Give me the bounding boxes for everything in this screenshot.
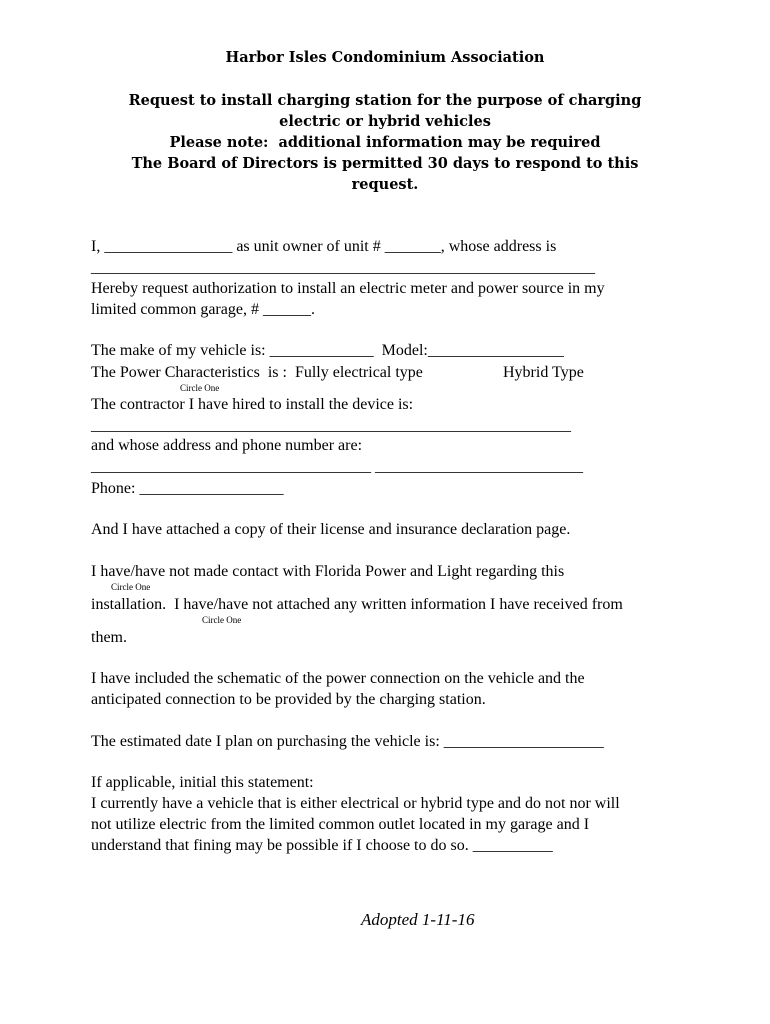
hybrid-type-option: Hybrid Type: [503, 364, 584, 381]
power-characteristics: The Power Characteristics is : Fully electrical type: [91, 364, 423, 381]
attached-line: And I have attached a copy of their license and insurance declaration page.: [91, 521, 571, 538]
address-phone-blank: ___________________________________ __________________________: [91, 458, 583, 475]
circle-one-note-3: Circle One: [202, 615, 242, 625]
contractor-line: The contractor I have hired to install the device is:: [91, 396, 414, 413]
fpl-line-2: installation. I have/have not attached any written information I have received from: [91, 596, 623, 613]
request-title-line-1: Request to install charging station for the purpose of charging: [128, 92, 642, 109]
fpl-line-3: them.: [91, 629, 127, 646]
estimated-date-line: The estimated date I plan on purchasing the vehicle is: ____________________: [91, 733, 604, 750]
make-model-line: The make of my vehicle is: _____________ Model:_________________: [91, 342, 564, 359]
contractor-blank: ____________________________________________________________: [91, 417, 571, 434]
address-phone-line: and whose address and phone number are:: [91, 437, 363, 454]
notice-line: Please note: additional information may be required: [169, 134, 601, 151]
board-notice-line: The Board of Directors is permitted 30 days to respond to this: [131, 155, 639, 172]
org-title: Harbor Isles Condominium Association: [225, 49, 545, 66]
schematic-line-2: anticipated connection to be provided by the charging station.: [91, 691, 486, 708]
initial-line-2: not utilize electric from the limited common outlet located in my garage and I: [91, 816, 590, 833]
initial-line-3: understand that fining may be possible if I choose to do so. __________: [91, 837, 553, 854]
request-line-2: limited common garage, # ______.: [91, 301, 315, 318]
request-line-1: Hereby request authorization to install an electric meter and power source in my: [91, 280, 605, 297]
initial-line-1: I currently have a vehicle that is either electrical or hybrid type and do not nor will: [91, 795, 620, 812]
address-blank: _______________________________________________________________: [91, 259, 595, 276]
phone-line: Phone: __________________: [91, 480, 284, 497]
schematic-line-1: I have included the schematic of the power connection on the vehicle and the: [91, 670, 585, 687]
board-notice-line-2: request.: [351, 176, 419, 193]
adopted-date: Adopted 1-11-16: [361, 910, 475, 929]
circle-one-note-2: Circle One: [111, 582, 151, 592]
initial-heading: If applicable, initial this statement:: [91, 774, 314, 791]
circle-one-note-1: Circle One: [180, 383, 220, 393]
owner-line: I, ________________ as unit owner of unit # _______, whose address is: [91, 238, 557, 255]
fpl-line-1: I have/have not made contact with Florida Power and Light regarding this: [91, 563, 565, 580]
request-title-line-2: electric or hybrid vehicles: [279, 113, 491, 130]
